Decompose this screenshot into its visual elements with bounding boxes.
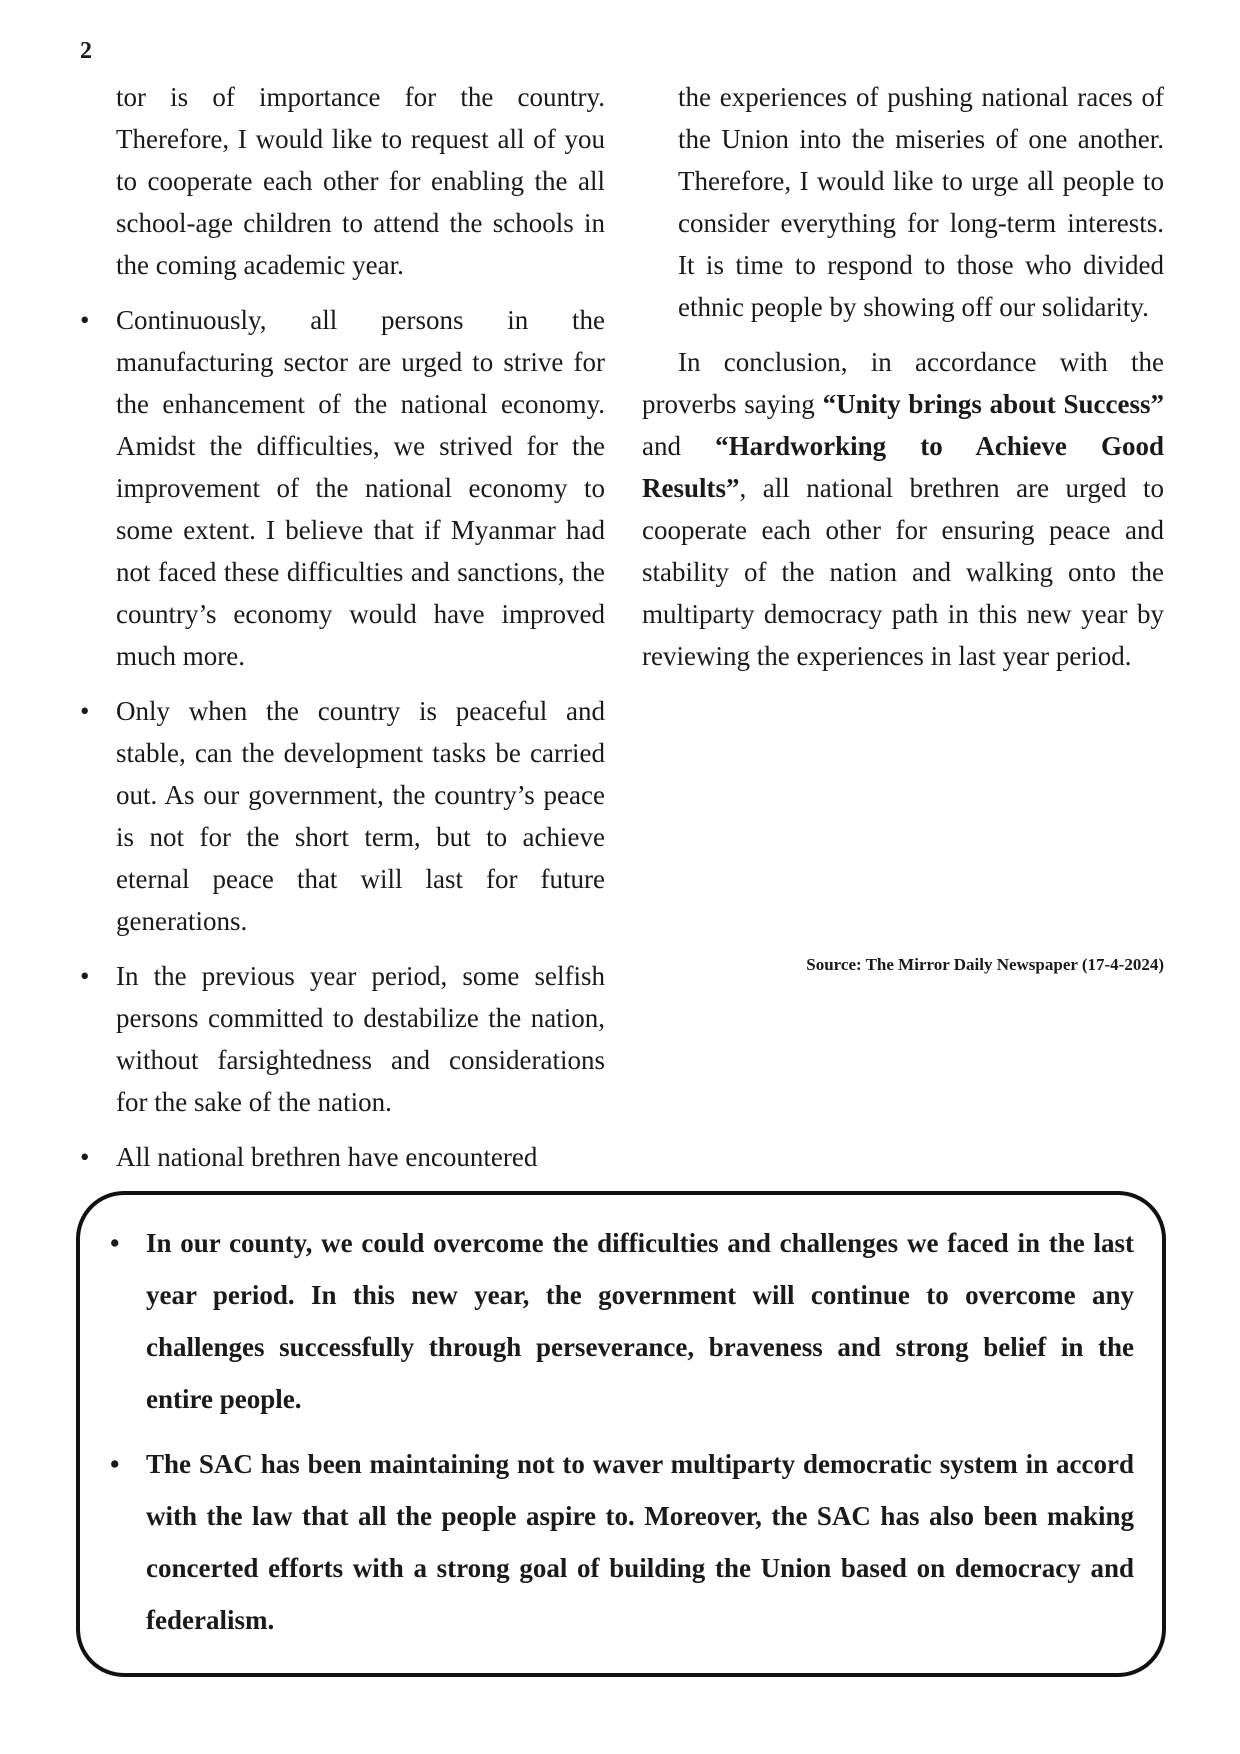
summary-item-democracy: • The SAC has been maintaining not to waver multiparty democratic system in accord with the law that all the people aspire to. Moreover, the SAC has also been making concerted efforts with a strong goal of building the Union based on democracy and federalism.: [110, 1438, 1134, 1646]
bullet-item-peace: • Only when the country is peaceful and stable, can the development tasks be carried out. As our government, the country’s peace is not for the short term, but to achieve eternal peace that will last for future generations.: [80, 690, 605, 942]
conclusion-paragraph: [642, 341, 1164, 677]
right-column: [642, 76, 1164, 677]
bullet-item-brethren: • All national brethren have encountered: [80, 1136, 605, 1178]
source-citation: Source: The Mirror Daily Newspaper (17-4-2024): [806, 955, 1164, 974]
left-continuation-paragraph: tor is of importance for the country. Therefore, I would like to request all of you to cooperate each other for enabling the all school-age children to attend the schools in the coming academic year.: [116, 82, 605, 280]
summary-list: [110, 1217, 1134, 1646]
summary-box: [76, 1191, 1166, 1677]
left-column: [80, 76, 605, 1178]
page-number: 2: [80, 38, 92, 64]
proverb-hardworking: “Hardworking to Achieve Good Results”: [642, 431, 1164, 503]
bullet-item-manufacturing: • Continuously, all persons in the manufacturing sector are urged to strive for the enhancement of the national economy. Amidst the difficulties, we strived for the improvement of the national economy to some extent. I believe that if Myanmar had not faced these difficulties and sanctions, the country’s economy would have improved much more.: [80, 299, 605, 677]
left-bullet-list: [80, 299, 605, 1178]
right-continuation-paragraph: the experiences of pushing national races of the Union into the miseries of one another. Therefore, I would like to urge all people to consider everything for long-term interests. It is time to respond to those who divided ethnic people by showing off our solidarity.: [678, 82, 1164, 322]
proverb-unity: “Unity brings about Success”: [822, 389, 1164, 419]
conclusion-text-1: In conclusion, in accordance with the proverbs saying: [642, 347, 1164, 419]
summary-item-overcome: • In our county, we could overcome the difficulties and challenges we faced in the last year period. In this new year, the government will continue to overcome any challenges successfully through perseverance, braveness and strong belief in the entire people.: [110, 1217, 1134, 1425]
bullet-item-destabilize: • In the previous year period, some selfish persons committed to destabilize the nation, without farsightedness and considerations for the sake of the nation.: [80, 955, 605, 1123]
conclusion-text-2: and: [642, 431, 716, 461]
conclusion-text-3: , all national brethren are urged to cooperate each other for ensuring peace and stability of the nation and walking onto the multiparty democracy path in this new year by reviewing the experiences in last year period.: [642, 473, 1164, 671]
